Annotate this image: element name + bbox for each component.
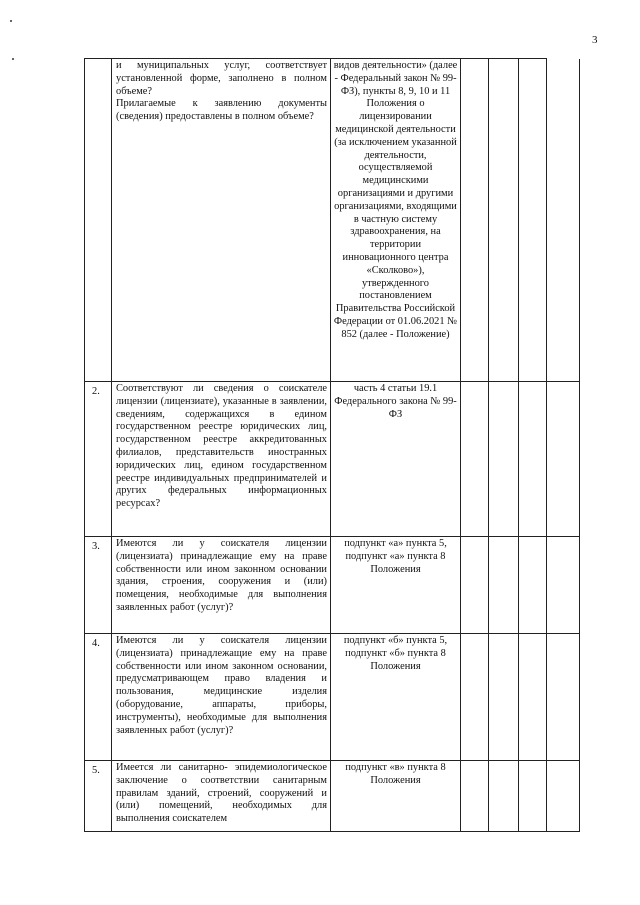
answer-cell bbox=[461, 537, 489, 634]
question-cell bbox=[112, 59, 331, 382]
question-text: Имеется ли санитарно- эпидемиологическое заключение о соответствии санитарным правилам зданий, строений, сооружений и (или) помещений, необходимых для выполнения соискателем bbox=[116, 762, 327, 825]
answer-cell bbox=[519, 634, 547, 761]
answer-cell bbox=[489, 537, 519, 634]
answer-cell bbox=[519, 537, 547, 634]
legal-basis-cell: подпункт «а» пункта 5, подпункт «а» пункта 8 Положения bbox=[331, 537, 461, 634]
answer-cell bbox=[489, 634, 519, 761]
question-text: Соответствуют ли сведения о соискателе лицензии (лицензиате), указанные в заявлении, сведениям, содержащихся в едином государственном реестре юридических лиц, государственном реестре аккредитованных филиалов, представительств иностранных юридических лиц, едином государственном реестре индивидуальных предпринимателей и других федеральных информационных ресурсах? bbox=[116, 383, 327, 510]
page-number: 3 bbox=[592, 34, 598, 46]
question-cell bbox=[112, 634, 331, 761]
answer-cell bbox=[489, 382, 519, 537]
answer-cell bbox=[461, 59, 489, 382]
question-cell bbox=[112, 761, 331, 832]
answer-cell bbox=[547, 537, 580, 634]
answer-cell bbox=[489, 761, 519, 832]
answer-cell bbox=[461, 382, 489, 537]
checklist-table bbox=[84, 58, 547, 832]
answer-cell bbox=[547, 634, 580, 761]
answer-cell bbox=[519, 761, 547, 832]
answer-cell bbox=[547, 59, 580, 382]
scan-speck bbox=[10, 20, 12, 22]
question-cell bbox=[112, 382, 331, 537]
question-text: Имеются ли у соискателя лицензии (лицензиата) принадлежащие ему на праве собственности или ином законном основании здания, строения, сооружения и (или) помещения, необходимые для выполнения заявленных работ (услуг)? bbox=[116, 538, 327, 613]
row-number bbox=[85, 59, 112, 382]
row-number: 2. bbox=[85, 382, 112, 537]
answer-cell bbox=[461, 761, 489, 832]
legal-basis-cell: подпункт «б» пункта 5, подпункт «б» пункта 8 Положения bbox=[331, 634, 461, 761]
question-text: Имеются ли у соискателя лицензии (лицензиата) принадлежащие ему на праве собственности или ином законном основании, предусматривающем право владения и пользования, медицинские изделия (оборудование, аппараты, приборы, инструменты), необходимые для выполнения заявленных работ (услуг)? bbox=[116, 635, 327, 736]
legal-basis-cell: видов деятельности» (далее - Федеральный закон № 99-ФЗ), пункты 8, 9, 10 и 11 Положения о лицензировании медицинской деятельности (за исключением указанной деятельности, осуществляемой медицинскими организациями и другими организациями, входящими в частную систему здравоохранения, на территории инновационного центра «Сколково»), утвержденного постановлением Правительства Российской Федерации от 01.06.2021 № 852 (далее - Положение) bbox=[331, 59, 461, 382]
row-number: 3. bbox=[85, 537, 112, 634]
row-number: 4. bbox=[85, 634, 112, 761]
question-text: Прилагаемые к заявлению документы (сведения) предоставлены в полном объеме? bbox=[116, 98, 327, 123]
question-cell bbox=[112, 537, 331, 634]
answer-cell bbox=[519, 59, 547, 382]
answer-cell bbox=[489, 59, 519, 382]
answer-cell bbox=[547, 382, 580, 537]
scan-speck bbox=[12, 58, 14, 60]
answer-cell bbox=[547, 761, 580, 832]
legal-basis-cell: подпункт «в» пункта 8 Положения bbox=[331, 761, 461, 832]
answer-cell bbox=[461, 634, 489, 761]
legal-basis-cell: часть 4 статьи 19.1 Федерального закона № 99-ФЗ bbox=[331, 382, 461, 537]
answer-cell bbox=[519, 382, 547, 537]
row-number: 5. bbox=[85, 761, 112, 832]
question-text: и муниципальных услуг, соответствует установленной форме, заполнено в полном объеме? bbox=[116, 60, 327, 97]
